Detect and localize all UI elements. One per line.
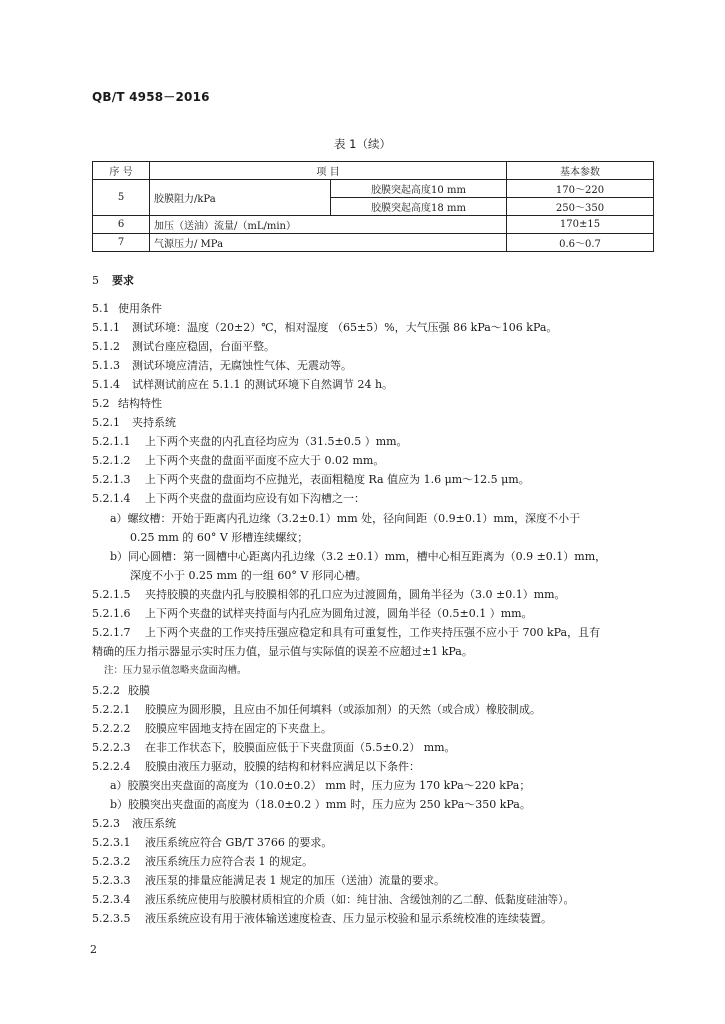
cell-no: 5 bbox=[93, 180, 150, 216]
section-number: 5.2.3 bbox=[92, 817, 120, 830]
clause-text: 上下两个夹盘的盘面均应设有如下沟槽之一： bbox=[145, 492, 365, 505]
section-heading: 夹持系统 bbox=[132, 416, 176, 429]
clause-number: 5.2.3.2 bbox=[92, 855, 131, 868]
clause-text: 液压系统应使用与胶膜材质相宜的介质（如：纯甘油、含缓蚀剂的乙二醇、低黏度硅油等）。 bbox=[145, 894, 575, 906]
clause-number: 5.1.1 bbox=[92, 321, 120, 334]
col-header-no: 序 号 bbox=[93, 162, 150, 180]
clause-number: 5.2.1.3 bbox=[92, 473, 131, 486]
clause-number: 5.2.3.4 bbox=[92, 893, 131, 906]
clause-number: 5.2.2.2 bbox=[92, 722, 131, 735]
section-heading: 使用条件 bbox=[118, 302, 162, 315]
clause-text: 夹持胶膜的夹盘内孔与胶膜相邻的孔口应为过渡圆角，圆角半径为（3.0 ±0.1）mm。 bbox=[145, 588, 566, 601]
section-number: 5.2.2 bbox=[92, 684, 120, 697]
section-number: 5.2.1 bbox=[92, 416, 120, 429]
cell-no: 7 bbox=[93, 234, 150, 252]
section-heading: 要求 bbox=[112, 274, 134, 287]
cell-value: 170±15 bbox=[507, 216, 654, 234]
clause-text: 液压系统应符合 GB/T 3766 的要求。 bbox=[145, 836, 333, 849]
clause-text-cont: 精确的压力指示器显示实时压力值，显示值与实际值的误差不应超过±1 kPa。 bbox=[92, 645, 473, 658]
table-row bbox=[93, 234, 654, 252]
note-text: 注：压力显示值忽略夹盘面沟槽。 bbox=[104, 665, 247, 676]
clause-number: 5.2.1.2 bbox=[92, 454, 131, 467]
clause-number: 5.2.1.6 bbox=[92, 607, 131, 620]
clause-number: 5.2.2.1 bbox=[92, 703, 131, 716]
clause-text: 测试环境应清洁，无腐蚀性气体、无震动等。 bbox=[132, 359, 352, 372]
cell-no: 6 bbox=[93, 216, 150, 234]
cell-value: 170～220 bbox=[507, 180, 654, 198]
clause-text: 上下两个夹盘的试样夹持面与内孔应为圆角过渡，圆角半径（0.5±0.1 ）mm。 bbox=[145, 607, 533, 620]
cell-item: 加压（送油）流量/（mL/min） bbox=[150, 216, 507, 234]
clause-text: 试样测试前应在 5.1.1 的测试环境下自然调节 24 h。 bbox=[132, 378, 394, 391]
clause-number: 5.2.2.4 bbox=[92, 760, 131, 773]
table-header-row bbox=[93, 162, 654, 180]
cell-sub: 胶膜突起高度18 mm bbox=[331, 198, 507, 216]
clause-text: 上下两个夹盘的盘面均不应抛光，表面粗糙度 Ra 值应为 1.6 μm～12.5 μm。 bbox=[145, 473, 530, 486]
list-item-b-cont: 深度不小于 0.25 mm 的一组 60° V 形同心槽。 bbox=[130, 569, 367, 582]
clause-number: 5.1.3 bbox=[92, 359, 120, 372]
clause-number: 5.2.1.7 bbox=[92, 626, 131, 639]
table-row bbox=[93, 216, 654, 234]
clause-text: 上下两个夹盘的盘面平面度不应大于 0.02 mm。 bbox=[145, 454, 385, 467]
cell-sub: 胶膜突起高度10 mm bbox=[331, 180, 507, 198]
clause-text: 液压系统压力应符合表 1 的规定。 bbox=[145, 855, 313, 868]
clause-number: 5.2.3.5 bbox=[92, 912, 131, 925]
clause-text: 测试环境：温度（20±2）℃，相对湿度 （65±5）%，大气压强 86 kPa～106 kPa。 bbox=[132, 321, 558, 334]
cell-value: 250～350 bbox=[507, 198, 654, 216]
clause-number: 5.2.1.5 bbox=[92, 588, 131, 601]
col-header-value: 基本参数 bbox=[507, 162, 654, 180]
table-caption: 表 1（续） bbox=[334, 137, 391, 151]
clause-number: 5.2.1.4 bbox=[92, 492, 131, 505]
clause-number: 5.1.2 bbox=[92, 340, 120, 353]
clause-text: 胶膜由液压力驱动，胶膜的结构和材料应满足以下条件： bbox=[145, 760, 420, 773]
section-heading: 胶膜 bbox=[128, 684, 150, 697]
list-item-a: a）胶膜突出夹盘面的高度为（10.0±0.2） mm 时，压力应为 170 kPa～220 kPa； bbox=[110, 779, 531, 792]
clause-text: 胶膜应牢固地支持在固定的下夹盘上。 bbox=[145, 722, 332, 735]
section-number: 5 bbox=[92, 274, 99, 287]
cell-item: 气源压力/ MPa bbox=[150, 234, 507, 252]
col-header-item: 项 目 bbox=[150, 162, 507, 180]
clause-text: 在非工作状态下，胶膜面应低于下夹盘顶面（5.5±0.2） mm。 bbox=[145, 741, 456, 754]
clause-text: 液压系统应设有用于液体输送速度检查、压力显示校验和显示系统校准的连续装置。 bbox=[145, 912, 552, 925]
clause-text: 上下两个夹盘的工作夹持压强应稳定和具有可重复性，工作夹持压强不应小于 700 kPa，且有 bbox=[145, 626, 601, 639]
list-item-b: b）胶膜突出夹盘面的高度为（18.0±0.2 ）mm 时，压力应为 250 kPa～350 kPa。 bbox=[110, 798, 531, 811]
page-number: 2 bbox=[90, 943, 97, 956]
section-heading: 结构特性 bbox=[118, 397, 162, 410]
list-item-a-cont: 0.25 mm 的 60° V 形槽连续螺纹； bbox=[130, 531, 309, 544]
section-number: 5.1 bbox=[92, 302, 110, 315]
clause-text: 上下两个夹盘的内孔直径均应为（31.5±0.5 ）mm。 bbox=[145, 435, 408, 448]
table-row bbox=[93, 180, 654, 198]
clause-text: 胶膜应为圆形膜，且应由不加任何填料（或添加剂）的天然（或合成）橡胶制成。 bbox=[145, 703, 541, 716]
parameter-table bbox=[92, 161, 654, 252]
clause-number: 5.2.2.3 bbox=[92, 741, 131, 754]
list-item-a: a）螺纹槽：开始于距离内孔边缘（3.2±0.1）mm 处，径向间距（0.9±0.1）mm，深度不小于 bbox=[110, 512, 581, 525]
clause-text: 测试台座应稳固，台面平整。 bbox=[132, 340, 275, 353]
clause-text: 液压泵的排量应能满足表 1 规定的加压（送油）流量的要求。 bbox=[145, 874, 445, 887]
clause-number: 5.2.3.1 bbox=[92, 836, 131, 849]
clause-number: 5.1.4 bbox=[92, 378, 120, 391]
clause-number: 5.2.1.1 bbox=[92, 435, 131, 448]
section-number: 5.2 bbox=[92, 397, 110, 410]
standard-code-header: QB/T 4958－2016 bbox=[92, 90, 210, 104]
section-heading: 液压系统 bbox=[132, 817, 176, 830]
clause-number: 5.2.3.3 bbox=[92, 874, 131, 887]
list-item-b: b）同心圆槽：第一圆槽中心距离内孔边缘（3.2 ±0.1）mm，槽中心相互距离为（0.9 ±0.1）mm， bbox=[110, 550, 607, 563]
cell-value: 0.6～0.7 bbox=[507, 234, 654, 252]
cell-item: 胶膜阻力/kPa bbox=[150, 180, 331, 216]
